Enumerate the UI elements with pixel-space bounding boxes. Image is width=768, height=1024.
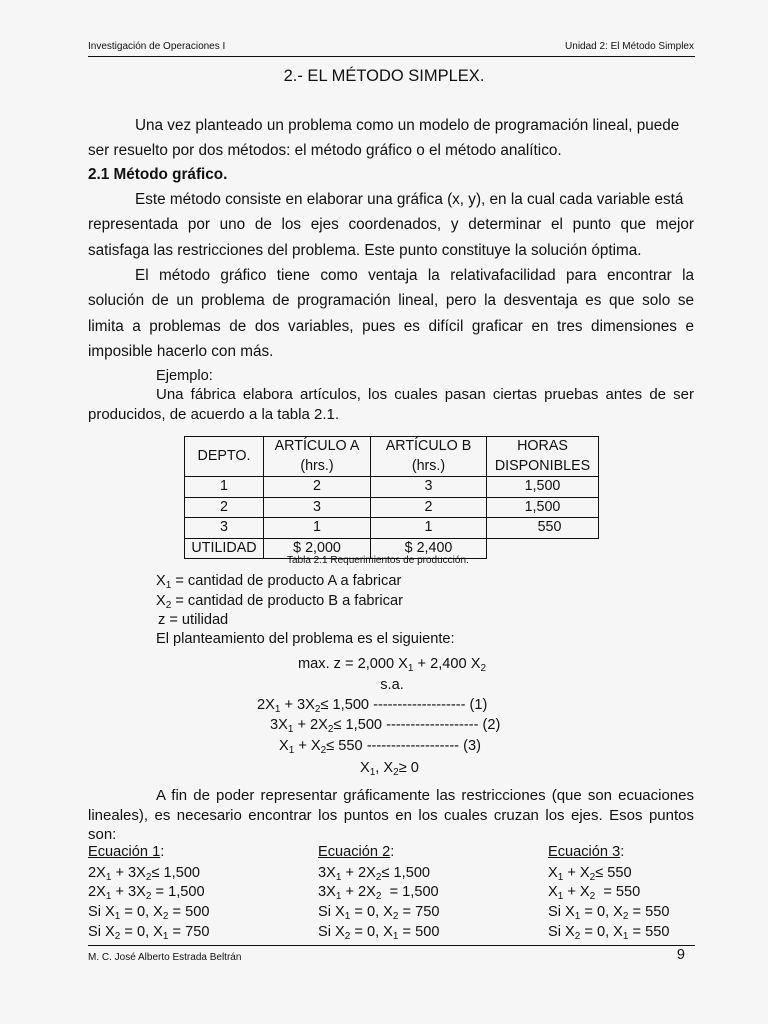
section-heading: 2.1 Método gráfico.: [88, 166, 228, 183]
th-art-b: ARTÍCULO B: [371, 437, 487, 457]
table-row: [185, 518, 599, 539]
table-cell: 3: [264, 497, 371, 518]
table-cell: 2: [371, 497, 487, 518]
non-negativity: $X_1$, $X_2\ge 0$: [360, 760, 419, 778]
table-cell: 1,500: [487, 477, 599, 498]
graf-line-3: satisfaga las restricciones del problema. Este punto constituye la solución óptima.: [88, 242, 642, 259]
intro-line-1: Una vez planteado un problema como un modelo de programación lineal, puede: [135, 117, 680, 134]
ecuacion-3-title: Ecuación 3:: [548, 844, 625, 860]
table-row: [185, 497, 599, 518]
table-cell: 3: [185, 518, 264, 539]
var-x2: $X_2$ = cantidad de producto B a fabricar: [156, 593, 403, 611]
table-row: [185, 477, 599, 498]
th-art-b-unit: (hrs.): [371, 457, 487, 477]
planteamiento-line: El planteamiento del problema es el siguiente:: [156, 631, 455, 647]
footer-rule: [88, 945, 695, 946]
th-art-a-unit: (hrs.): [264, 457, 371, 477]
ec1-line-2: $2X_1 + 3X_2 = 1,500$: [88, 884, 205, 902]
graf-line-1: Este método consiste en elaborar una gráfica (x, y), en la cual cada variable está: [135, 191, 684, 208]
ec2-line-3: Si $X_1 = 0$, $X_2 = 750$: [318, 904, 440, 922]
objective-function: max. z = 2,000 $X_1 + 2,400$ $X_2$: [298, 656, 486, 674]
table-cell: UTILIDAD: [185, 538, 264, 559]
table-cell: 2: [185, 497, 264, 518]
fin-line-1: A fin de poder representar gráficamente las restricciones (que son ecuaciones: [156, 787, 694, 804]
ec1-line-4: Si $X_2 = 0$, $X_1 = 750$: [88, 924, 210, 942]
fin-line-3: son:: [88, 826, 117, 843]
constraint-1: $2X_1 + 3X_2\le 1,500$ ------------------- (1): [257, 697, 488, 715]
table-cell: $ 2,400: [371, 538, 487, 559]
subject-to: s.a.: [380, 677, 404, 693]
footer-author: M. C. José Alberto Estrada Beltrán: [88, 952, 242, 963]
ec1-line-3: Si $X_1 = 0$, $X_2 = 500$: [88, 904, 210, 922]
vent-line-3: limita a problemas de dos variables, pues es difícil graficar en tres dimensiones e: [88, 318, 694, 335]
intro-line-2: ser resuelto por dos métodos: el método gráfico o el método analítico.: [88, 142, 562, 159]
var-x1: $X_1$ = cantidad de producto A a fabricar: [156, 573, 402, 591]
table-cell: 2: [264, 477, 371, 498]
ecuacion-2-title: Ecuación 2:: [318, 844, 395, 860]
header-rule: [88, 56, 695, 57]
var-z: z = utilidad: [158, 612, 229, 628]
ec2-line-1: $3X_1 + 2X_2\le 1,500$: [318, 865, 431, 883]
page-number: 9: [676, 947, 685, 963]
ecuacion-1-title: Ecuación 1:: [88, 844, 165, 860]
ec2-line-4: Si $X_2 = 0$, $X_1 = 500$: [318, 924, 440, 942]
th-horas: HORAS: [487, 437, 599, 457]
table-cell: 1: [264, 518, 371, 539]
constraint-2: $3X_1 + 2X_2\le 1,500$ ------------------- (2): [270, 717, 501, 735]
ec1-line-1: $2X_1 + 3X_2\le 1,500$: [88, 865, 201, 883]
table-caption: Tabla 2.1 Requerimientos de producción.: [287, 555, 469, 566]
ejemplo-label: Ejemplo:: [156, 368, 213, 384]
ec2-line-2: $3X_1 + 2X_2 = 1,500$: [318, 884, 439, 902]
table-cell: $ 2,000: [264, 538, 371, 559]
fabrica-line-1: Una fábrica elabora artículos, los cuales pasan ciertas pruebas antes de ser: [156, 386, 694, 403]
th-horas-sub: DISPONIBLES: [487, 457, 599, 477]
table-cell: 550: [487, 518, 599, 539]
vent-line-1: El método gráfico tiene como ventaja la relativafacilidad para encontrar la: [135, 267, 694, 284]
vent-line-2: solución de un problema de programación lineal, pero la desventaja es que solo se: [88, 292, 694, 309]
vent-line-4: imposible hacerlo con más.: [88, 343, 274, 360]
fin-line-2: lineales), es necesario encontrar los puntos en los cuales cruzan los ejes. Esos puntos: [88, 807, 694, 824]
ec3-line-2: $X_1 + X_2 = 550$: [548, 884, 641, 902]
th-art-a: ARTÍCULO A: [264, 437, 371, 457]
th-depto: DEPTO.: [185, 437, 264, 477]
table-cell-empty: [487, 538, 599, 559]
constraint-3: $X_1 + X_2\le 550$ ------------------- (3): [279, 738, 481, 756]
requirements-table: [184, 436, 599, 559]
table-cell: 1: [185, 477, 264, 498]
table-cell: 3: [371, 477, 487, 498]
table-cell: 1,500: [487, 497, 599, 518]
table-cell: 1: [371, 518, 487, 539]
fabrica-line-2: producidos, de acuerdo a la tabla 2.1.: [88, 406, 340, 423]
header-left: Investigación de Operaciones I: [88, 41, 226, 52]
ec3-line-1: $X_1 + X_2\le 550$: [548, 865, 632, 883]
page-title: 2.- EL MÉTODO SIMPLEX.: [283, 67, 485, 85]
header-right: Unidad 2: El Método Simplex: [565, 41, 694, 52]
ec3-line-3: Si $X_1 = 0$, $X_2 = 550$: [548, 904, 670, 922]
graf-line-2: representada por uno de los ejes coordenados, y determinar el punto que mejor: [88, 216, 694, 233]
ec3-line-4: Si $X_2 = 0$, $X_1 = 550$: [548, 924, 670, 942]
